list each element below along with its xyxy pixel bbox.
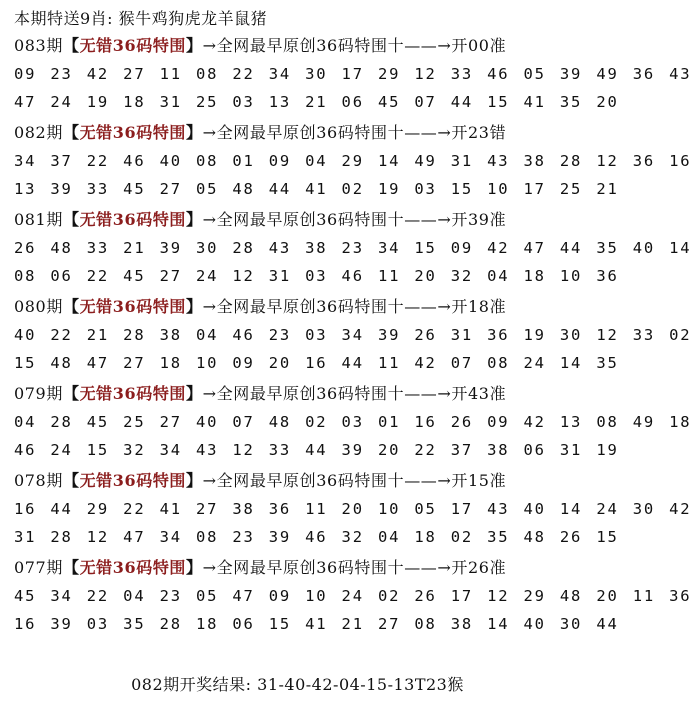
range-label: 无错36码特围 xyxy=(79,123,187,142)
block-title xyxy=(14,34,585,63)
period-label: 078期 xyxy=(14,471,63,490)
period-label: 080期 xyxy=(14,297,63,316)
bracket-open: 【 xyxy=(62,123,80,142)
prediction-block-080 xyxy=(14,295,691,380)
block-title xyxy=(14,469,585,498)
arrow-text: →全网最早原创36码特围十——→开 xyxy=(202,384,469,403)
range-label: 无错36码特围 xyxy=(79,297,187,316)
number-row-2: 08 06 22 45 27 24 12 31 03 46 11 20 32 04 18 10 36 xyxy=(14,267,619,285)
block-title xyxy=(14,556,585,585)
range-label: 无错36码特围 xyxy=(79,210,187,229)
result-label: 26准 xyxy=(468,558,507,577)
number-row-1: 34 37 22 46 40 08 01 09 04 29 14 49 31 43 38 28 12 36 16 xyxy=(14,152,691,170)
bracket-open: 【 xyxy=(62,558,80,577)
bracket-close: 】 xyxy=(186,36,203,55)
prediction-block-079 xyxy=(14,382,691,467)
result-label: 39准 xyxy=(468,210,507,229)
number-row-2: 47 24 19 18 31 25 03 13 21 06 45 07 44 15 41 35 20 xyxy=(14,93,619,111)
number-row-2: 16 39 03 35 28 18 06 15 41 21 27 08 38 14 40 30 44 xyxy=(14,615,619,633)
arrow-text: →全网最早原创36码特围十——→开 xyxy=(202,210,469,229)
period-label: 083期 xyxy=(14,36,63,55)
bracket-open: 【 xyxy=(62,471,80,490)
draw-result-footer: 082期开奖结果: 31-40-42-04-15-13T23猴 xyxy=(131,675,464,694)
number-row-2: 15 48 47 27 18 10 09 20 16 44 11 42 07 08 24 14 35 xyxy=(14,354,619,372)
range-label: 无错36码特围 xyxy=(79,36,187,55)
number-row-1: 16 44 29 22 41 27 38 36 11 20 10 05 17 43 40 14 24 30 42 xyxy=(14,500,691,518)
number-row-1: 04 28 45 25 27 40 07 48 02 03 01 16 26 09 42 13 08 49 18 xyxy=(14,413,691,431)
number-row-2: 46 24 15 32 34 43 12 33 44 39 20 22 37 38 06 31 19 xyxy=(14,441,619,459)
range-label: 无错36码特围 xyxy=(79,384,187,403)
bracket-close: 】 xyxy=(186,297,203,316)
prediction-block-078 xyxy=(14,469,691,554)
period-label: 082期 xyxy=(14,123,63,142)
range-label: 无错36码特围 xyxy=(79,558,187,577)
prediction-block-083 xyxy=(14,34,691,119)
arrow-text: →全网最早原创36码特围十——→开 xyxy=(202,297,469,316)
bracket-open: 【 xyxy=(62,210,80,229)
arrow-text: →全网最早原创36码特围十——→开 xyxy=(202,558,469,577)
block-title xyxy=(14,295,585,324)
arrow-text: →全网最早原创36码特围十——→开 xyxy=(202,471,469,490)
bracket-open: 【 xyxy=(62,297,80,316)
number-row-1: 40 22 21 28 38 04 46 23 03 34 39 26 31 36 19 30 12 33 02 xyxy=(14,326,691,344)
arrow-text: →全网最早原创36码特围十——→开 xyxy=(202,123,469,142)
number-row-1: 09 23 42 27 11 08 22 34 30 17 29 12 33 46 05 39 49 36 43 xyxy=(14,65,691,83)
result-label: 23错 xyxy=(468,123,507,142)
block-title xyxy=(14,121,585,150)
bracket-open: 【 xyxy=(62,36,80,55)
bracket-open: 【 xyxy=(62,384,80,403)
number-row-1: 26 48 33 21 39 30 28 43 38 23 34 15 09 42 47 44 35 40 14 xyxy=(14,239,691,257)
number-row-1: 45 34 22 04 23 05 47 09 10 24 02 26 17 12 29 48 20 11 36 xyxy=(14,587,691,605)
range-label: 无错36码特围 xyxy=(79,471,187,490)
block-title xyxy=(14,208,585,237)
period-label: 081期 xyxy=(14,210,63,229)
block-title xyxy=(14,382,585,411)
result-label: 43准 xyxy=(468,384,507,403)
bracket-close: 】 xyxy=(186,558,203,577)
bracket-close: 】 xyxy=(186,210,203,229)
special-zodiac-header: 本期特送9肖: 猴牛鸡狗虎龙羊鼠猪 xyxy=(14,9,268,28)
result-label: 15准 xyxy=(468,471,507,490)
period-label: 079期 xyxy=(14,384,63,403)
arrow-text: →全网最早原创36码特围十——→开 xyxy=(202,36,469,55)
bracket-close: 】 xyxy=(186,471,203,490)
number-row-2: 31 28 12 47 34 08 23 39 46 32 04 18 02 35 48 26 15 xyxy=(14,528,619,546)
bracket-close: 】 xyxy=(186,384,203,403)
prediction-block-077 xyxy=(14,556,691,641)
period-label: 077期 xyxy=(14,558,63,577)
result-label: 00准 xyxy=(468,36,507,55)
number-row-2: 13 39 33 45 27 05 48 44 41 02 19 03 15 10 17 25 21 xyxy=(14,180,619,198)
result-label: 18准 xyxy=(468,297,507,316)
prediction-block-082 xyxy=(14,121,691,206)
prediction-block-081 xyxy=(14,208,691,293)
bracket-close: 】 xyxy=(186,123,203,142)
